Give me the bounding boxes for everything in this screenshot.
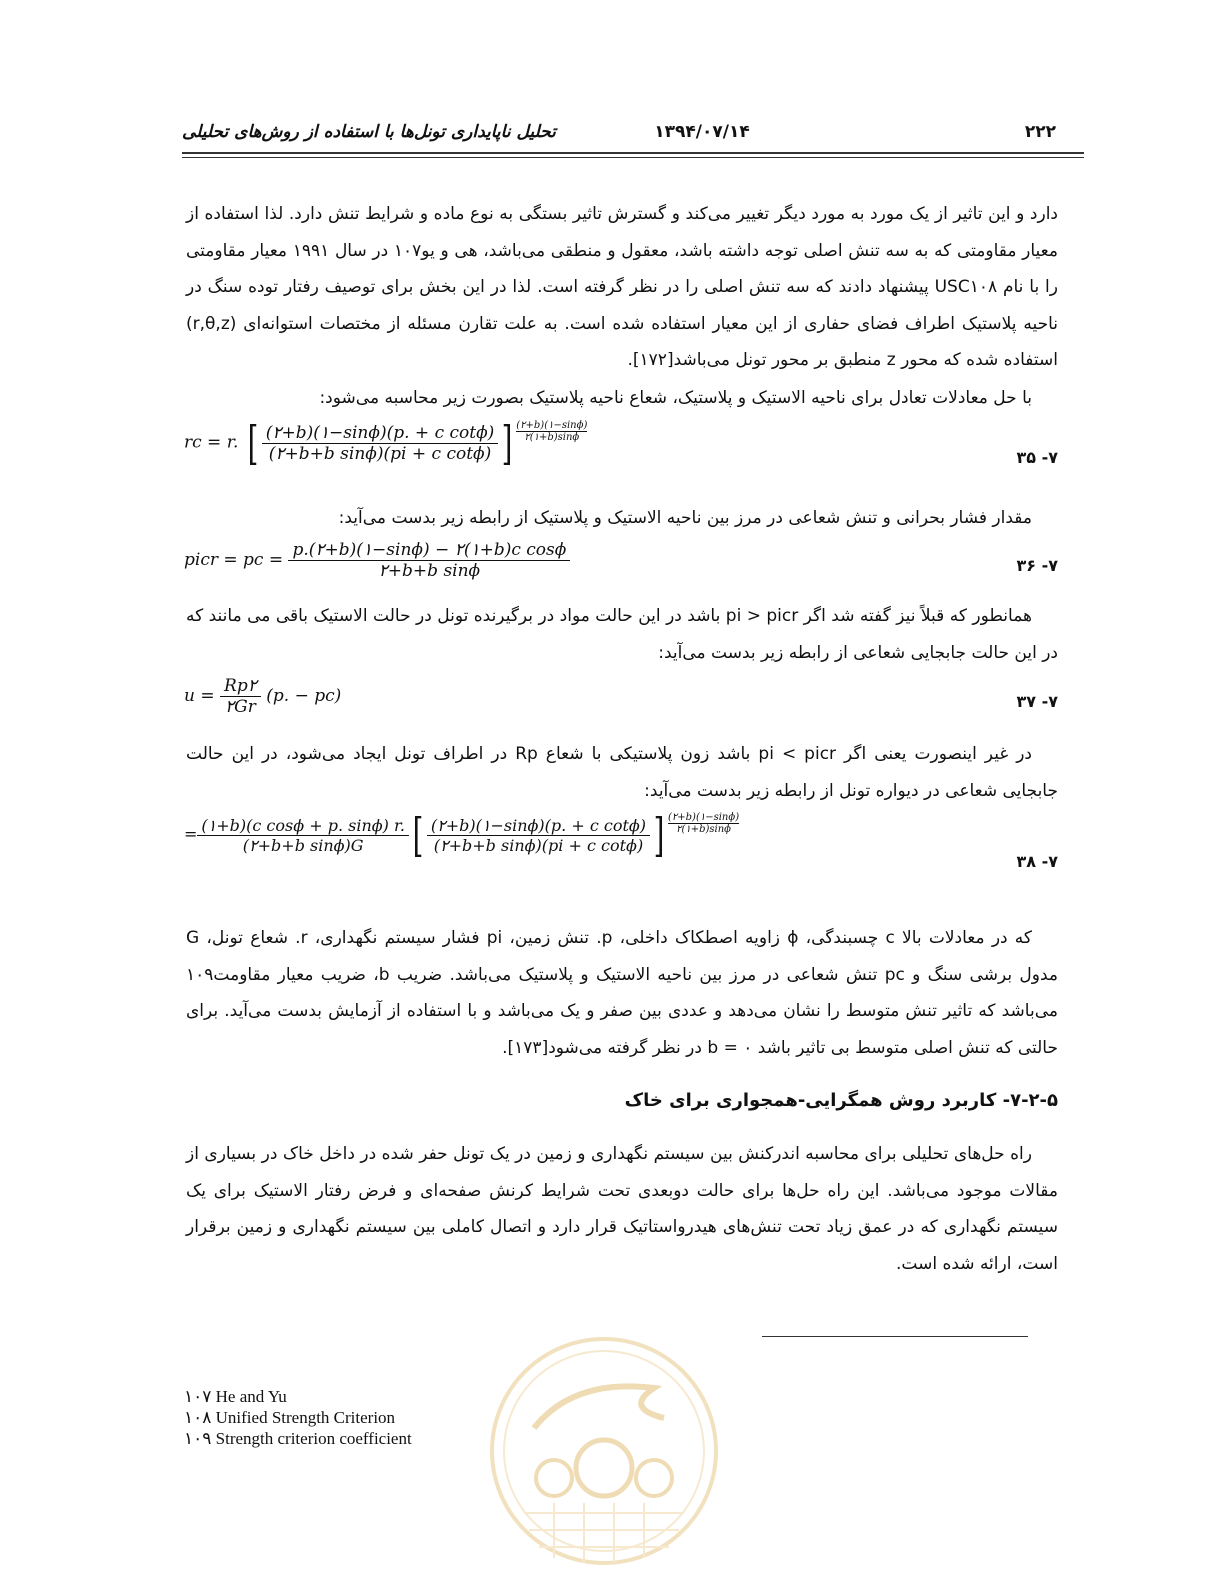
paragraph-usc-criterion: دارد و این تاثیر از یک مورد به مورد دیگر تغییر می‌کند و گسترش تاثیر بستگی به نوع ماده و شرایط تنش دارد. لذا استفاده از معیار مقاومتی که به سه تنش اصلی توجه داشته باشد، معقول و منطقی می‌باشد، هی و یو۱۰۷ در سال ۱۹۹۱ معیار مقاومتی را با نام USC۱۰۸ پیشنهاد دادند که سه تنش اصلی را در نظر گرفته است. لذا در این بخش برای توصیف رفتار توده سنگ در ناحیه پلاستیک اطراف فضای حفاری از این معیار استفاده شده است. به علت تقارن مسئله از مختصات استوانه‌ای (r,θ,z) استفاده شده که محور z منطبق بر محور تونل می‌باشد[۱۷۲]. — [186, 204, 1058, 370]
equation-36-fraction — [288, 540, 570, 581]
paragraph-elastic-case: همانطور که قبلاً نیز گفته شد اگر pi > picr باشد در این حالت مواد در برگیرنده تونل در حالت الاستیک باقی می مانند که در این حالت جابجایی شعاعی از رابطه زیر بدست می‌آید: — [186, 606, 1058, 663]
section-heading: ۷-۲-۵- کاربرد روش همگرایی-همجواری برای خاک — [624, 1090, 1058, 1111]
equation-37 — [184, 676, 1058, 732]
paragraph-critical-pressure-intro: مقدار فشار بحرانی و تنش شعاعی در مرز بین ناحیه الاستیک و پلاستیک از رابطه زیر بدست می‌آید: — [338, 508, 1032, 528]
page-header — [182, 118, 1084, 148]
header-rule-thin — [182, 157, 1084, 158]
equation-36-number: ۳۶ -۷ — [1016, 556, 1058, 575]
header-rule-thick — [182, 152, 1084, 154]
paragraph-plastic-radius-intro: با حل معادلات تعادل برای ناحیه الاستیک و پلاستیک، شعاع ناحیه پلاستیک بصورت زیر محاسبه می‌شود: — [319, 388, 1032, 408]
equation-35-expression — [184, 416, 588, 470]
equation-35-numerator: (۲+b)(۱−sinϕ)(p. + c cotϕ) — [262, 423, 499, 444]
footnote-109: ۱۰۹ Strength criterion coefficient — [184, 1429, 412, 1448]
equation-36-numerator: p.(۲+b)(۱−sinϕ) − ۲(۱+b)c cosϕ — [288, 540, 570, 561]
bracket-close: ] — [653, 808, 665, 862]
equation-38 — [184, 808, 1058, 892]
equation-38-denominator-2: (۲+b+b sinϕ)(pi + c cotϕ) — [433, 835, 644, 855]
equation-37-number: ۳۷ -۷ — [1016, 692, 1058, 711]
equation-38-expression — [184, 808, 740, 862]
paragraph-symbol-definitions: که در معادلات بالا c چسبندگی، ϕ زاویه اصطکاک داخلی، p. تنش زمین، pi فشار سیستم نگهداری، r. شعاع تونل، G مدول برشی سنگ و pc تنش شعاعی در مرز بین ناحیه الاستیک و پلاستیک می‌باشد. ضریب b، ضریب معیار مقاومت۱۰۹ می‌باشد که تاثیر تنش متوسط را نشان می‌دهد و عددی بین صفر و یک می‌باشد و با استفاده از آزمایش بدست می‌آید. برای حالتی که تنش اصلی متوسط بی تاثیر باشد b = ۰ در نظر گرفته می‌شود[۱۷۳]. — [186, 928, 1058, 1058]
equation-37-numerator: Rp۲ — [220, 676, 261, 697]
equation-38-denominator-1: (۲+b+b sinϕ)G — [242, 835, 364, 855]
footnote-separator — [762, 1336, 1028, 1337]
equation-36-denominator: ۲+b+b sinϕ — [378, 561, 481, 581]
equation-36-expression — [184, 540, 570, 581]
paragraph-soil-solutions: راه حل‌های تحلیلی برای محاسبه اندرکنش بین سیستم نگهداری و زمین در یک تونل حفر شده در داخل خاک در بسیاری از مقالات موجود می‌باشد. این راه حل‌ها برای حالت دوبعدی تحت شرایط کرنش صفحه‌ای و فرض رفتار الاستیک برای یک سیستم نگهداری که در عمق زیاد تحت تنش‌های هیدرواستاتیک قرار دارد و اتصال کاملی بین سیستم نگهداری و زمین برقرار است، ارائه شده است. — [186, 1144, 1058, 1274]
bracket-open: [ — [412, 808, 424, 862]
equation-38-fraction-2 — [427, 816, 650, 855]
equation-37-lhs: u = — [184, 686, 215, 706]
bracket-open: [ — [247, 416, 259, 470]
equation-37-fraction — [220, 676, 261, 717]
equation-35-denominator: (۲+b+b sinϕ)(pi + c cotϕ) — [268, 443, 492, 464]
equation-38-numerator-2: (۲+b)(۱−sinϕ)(p. + c cotϕ) — [427, 816, 650, 836]
page-number: ۲۲۲ — [1024, 122, 1056, 142]
header-date: ۱۳۹۴/۰۷/۱۴ — [654, 122, 750, 142]
equation-38-lhs: = — [184, 824, 198, 844]
equation-38-exp-den: ۲(۱+b)sinϕ — [676, 824, 731, 835]
equation-36-lhs: picr = pc = — [184, 550, 284, 570]
paragraph-plastic-case: در غیر اینصورت یعنی اگر pi < picr باشد زون پلاستیکی با شعاع Rp در اطراف تونل ایجاد می‌شود، در این حالت جابجایی شعاعی در دیواره تونل از رابطه زیر بدست می‌آید: — [186, 744, 1058, 801]
footnote-108: ۱۰۸ Unified Strength Criterion — [184, 1408, 396, 1427]
equation-38-exponent — [668, 812, 739, 835]
watermark-seal-icon — [484, 1318, 724, 1584]
equation-37-expression — [184, 676, 341, 717]
equation-35 — [184, 416, 1058, 496]
footnotes — [184, 1386, 412, 1449]
equation-38-numerator-1: (۱+b)(c cosϕ + p. sinϕ) r. — [197, 816, 409, 836]
equation-37-tail: (p. − pc) — [266, 686, 342, 706]
equation-37-denominator: ۲Gr — [225, 697, 256, 717]
equation-35-exp-den: ۲(۱+b)sinϕ — [524, 432, 580, 443]
equation-35-number: ۳۵ -۷ — [1016, 448, 1058, 467]
equation-35-exponent — [516, 420, 587, 443]
running-title: تحلیل ناپایداری تونل‌ها با استفاده از روش‌های تحلیلی — [182, 122, 556, 142]
footnote-107: ۱۰۷ He and Yu — [184, 1387, 287, 1406]
equation-35-exp-num: (۲+b)(۱−sinϕ) — [516, 420, 588, 431]
equation-38-fraction-1 — [197, 816, 409, 855]
equation-36 — [184, 540, 1058, 596]
bracket-close: ] — [501, 416, 513, 470]
equation-35-fraction — [262, 423, 499, 464]
equation-38-exp-num: (۲+b)(۱−sinϕ) — [668, 812, 740, 823]
equation-38-number: ۳۸ -۷ — [1016, 852, 1058, 871]
equation-35-lhs: rc = r. — [184, 432, 239, 453]
